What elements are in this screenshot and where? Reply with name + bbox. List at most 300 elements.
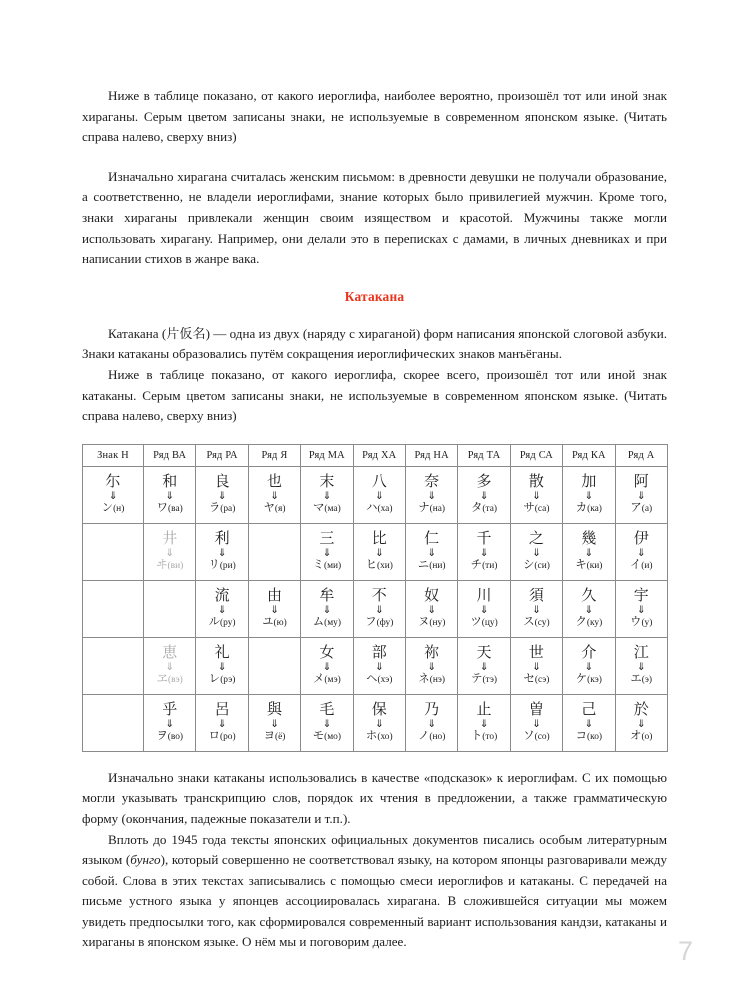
kana-glyph: ツ [470,614,482,629]
kana-cell-r1-c6 [405,523,457,580]
source-kanji: 牟 [319,586,335,605]
kana-glyph: ヌ [417,614,430,629]
source-kanji: 井 [162,529,178,548]
table-bottom-spacer [82,752,667,768]
down-arrow-icon: ⇓ [217,603,227,616]
kana-cell-r4-c1 [144,694,196,751]
derived-kana [575,616,602,629]
kana-derivation [354,474,405,515]
kana-glyph: ヒ [365,557,377,572]
derived-kana [471,559,498,572]
down-arrow-icon: ⇓ [270,489,279,502]
kana-cell-r0-c10 [615,466,667,523]
kana-derivation [458,645,509,686]
kana-glyph: ホ [365,728,378,743]
kana-glyph: ウ [630,614,642,629]
source-kanji: 宇 [633,586,649,605]
katakana-origin-table [82,444,668,752]
derived-kana [471,502,497,515]
derived-kana [366,559,393,572]
down-arrow-icon: ⇓ [584,717,594,730]
derived-kana [209,616,236,629]
kana-reading: (о) [641,732,653,743]
down-arrow-icon: ⇓ [427,546,437,559]
kana-derivation [249,702,300,743]
source-kanji: 乎 [162,700,178,719]
down-arrow-icon: ⇓ [217,660,227,673]
down-arrow-icon: ⇓ [374,717,384,730]
down-arrow-icon: ⇓ [636,660,646,673]
kana-derivation [616,588,667,629]
kana-reading: (а) [641,504,653,515]
down-arrow-icon: ⇓ [479,546,489,559]
down-arrow-icon: ⇓ [374,660,384,673]
kana-derivation [249,588,300,629]
down-arrow-icon: ⇓ [322,660,332,673]
intro-paragraph-2: Изначально хирагана считалась женским письмом: в древности девушки не получали образование, а соответственно, не владели иероглифами, знание которых было привилегией мужчин. Кроме того, знаки хираганы привлекали женщин своим изяществом и красотой. Мужчины также могли использовать хирагану. Например, они делали это в переписках с дамами, в личных дневниках и при написании стихов в жанре вака. [82,168,667,267]
kana-glyph: ス [523,614,535,629]
derived-kana [366,730,393,743]
source-kanji: 散 [528,472,544,491]
kana-derivation [354,531,405,572]
source-kanji: 天 [476,643,492,662]
kana-cell-r0-c0 [83,466,144,523]
kana-derivation [144,702,195,743]
source-kanji: 乃 [424,700,440,719]
kana-derivation [458,531,509,572]
kana-cell-r4-c6 [405,694,457,751]
table-row [83,523,668,580]
kana-glyph: セ [523,671,535,686]
down-arrow-icon: ⇓ [374,546,384,559]
derived-kana [575,559,602,572]
down-arrow-icon: ⇓ [108,489,118,502]
kana-glyph: イ [629,557,642,572]
down-arrow-icon: ⇓ [479,603,489,616]
derived-kana [576,673,602,686]
kana-derivation [354,702,405,743]
derived-kana [418,559,446,572]
kana-derivation [83,474,143,515]
kana-derivation [563,588,614,629]
table-column-header-3: Ряд Я [248,444,300,466]
kana-cell-r3-c10 [615,637,667,694]
derived-kana [630,673,652,686]
kana-cell-r3-c2 [196,637,248,694]
down-arrow-icon: ⇓ [322,717,332,730]
kana-cell-r1-c10 [615,523,667,580]
kana-glyph: ロ [208,728,220,743]
kana-derivation [616,702,667,743]
kana-derivation [196,588,247,629]
kana-cell-r2-c8 [510,580,562,637]
derived-kana [418,616,445,629]
kana-reading: (ро) [219,732,236,743]
kana-cell-r4-c3 [248,694,300,751]
page-content [82,86,667,953]
kana-reading: (во) [167,732,184,743]
down-arrow-icon: ⇓ [217,717,227,730]
heading-spacer [82,270,667,289]
down-arrow-icon: ⇓ [270,603,279,616]
kana-derivation [458,702,509,743]
kana-reading: (и) [641,561,653,572]
source-kanji: 八 [371,472,387,491]
kana-derivation [196,474,247,515]
kana-cell-r2-c7 [458,580,510,637]
kana-derivation [196,702,247,743]
kana-derivation [511,702,562,743]
kana-glyph: チ [470,557,483,572]
down-arrow-icon: ⇓ [636,546,646,559]
katakana-origin-table-wrapper [82,444,667,752]
kana-glyph: テ [471,671,483,686]
kana-cell-r4-c8 [510,694,562,751]
kana-cell-r4-c2 [196,694,248,751]
derived-kana [313,559,342,572]
derived-kana [470,616,497,629]
down-arrow-icon: ⇓ [165,546,175,559]
kana-glyph: ン [101,500,114,515]
kana-reading: (ко) [587,732,603,743]
derived-kana [209,502,236,515]
kana-cell-r4-c7 [458,694,510,751]
source-kanji: 幾 [581,529,597,548]
kana-reading: (му) [324,618,341,629]
derived-kana [366,502,392,515]
kana-glyph: フ [365,614,377,629]
kana-cell-r2-c0 [83,580,144,637]
kana-glyph: ラ [208,500,221,515]
source-kanji: 女 [319,643,335,662]
kana-glyph: リ [208,557,220,572]
kana-derivation [301,702,352,743]
kana-derivation [249,474,300,515]
kana-derivation [563,702,614,743]
source-kanji: 介 [581,643,597,662]
down-arrow-icon: ⇓ [374,603,384,616]
kana-derivation [196,531,247,572]
kana-cell-r1-c5 [353,523,405,580]
derived-kana [262,616,287,629]
down-arrow-icon: ⇓ [427,489,437,502]
down-arrow-icon: ⇓ [532,660,541,673]
table-row [83,466,668,523]
table-column-header-1: Ряд ВА [144,444,196,466]
table-column-header-2: Ряд РА [196,444,248,466]
table-column-header-5: Ряд ХА [353,444,405,466]
kana-cell-r1-c1 [144,523,196,580]
source-kanji: 比 [371,529,387,548]
kana-derivation [511,645,562,686]
derived-kana [156,730,183,743]
source-kanji: 和 [162,472,178,491]
kana-glyph: ヱ [156,671,169,686]
kana-reading: (фу) [376,618,394,629]
kana-derivation [144,645,195,686]
down-arrow-icon: ⇓ [322,546,332,559]
derived-kana [630,730,652,743]
source-kanji: 奴 [424,586,440,605]
down-arrow-icon: ⇓ [165,660,175,673]
derived-kana [157,502,183,515]
kana-reading: (со) [534,732,550,743]
table-column-header-7: Ряд ТА [458,444,510,466]
down-arrow-icon: ⇓ [427,717,437,730]
derived-kana [523,616,549,629]
kana-glyph: ノ [417,728,430,743]
kana-reading: (хо) [377,732,393,743]
down-arrow-icon: ⇓ [584,603,594,616]
kana-reading: (у) [641,618,653,629]
source-kanji: 世 [528,643,544,662]
kana-reading: (ви) [167,561,184,572]
kana-glyph: ト [470,728,483,743]
kana-glyph: ネ [418,671,430,686]
source-kanji: 己 [581,700,597,719]
kana-glyph: ヲ [156,728,168,743]
source-kanji: 伊 [633,529,649,548]
kana-glyph: ユ [262,614,274,629]
table-column-header-10: Ряд А [615,444,667,466]
kana-glyph: メ [313,671,325,686]
kana-reading: (хэ) [377,675,393,686]
kana-cell-r0-c5 [353,466,405,523]
derived-kana [523,673,549,686]
down-arrow-icon: ⇓ [584,546,594,559]
down-arrow-icon: ⇓ [532,717,541,730]
derived-kana [576,730,602,743]
kana-derivation [406,588,457,629]
kana-reading: (но) [429,732,446,743]
kana-reading: (н) [113,504,125,515]
down-arrow-icon: ⇓ [479,660,489,673]
down-arrow-icon: ⇓ [322,489,332,502]
derived-kana [313,616,341,629]
down-arrow-icon: ⇓ [217,546,227,559]
paragraph-spacer [82,148,667,167]
source-kanji: 也 [266,472,282,491]
source-kanji: 多 [476,472,492,491]
kana-cell-r4-c0 [83,694,144,751]
source-kanji: 加 [581,472,597,491]
source-kanji: 恵 [162,643,178,662]
kana-reading: (сэ) [534,675,550,686]
kana-glyph: ヨ [263,728,275,743]
kana-cell-r0-c8 [510,466,562,523]
source-kanji: 末 [319,472,335,491]
kana-cell-r3-c7 [458,637,510,694]
kana-glyph: エ [630,671,642,686]
derived-kana [263,502,285,515]
source-kanji: 與 [266,700,282,719]
kana-cell-r1-c3 [248,523,300,580]
kana-glyph: ヰ [156,557,168,572]
source-kanji: 須 [528,586,544,605]
down-arrow-icon: ⇓ [532,489,541,502]
kana-reading: (си) [534,561,550,572]
table-row [83,580,668,637]
kana-reading: (ё) [274,732,286,743]
source-kanji: 不 [371,586,387,605]
katakana-paragraph-1: Катакана (片仮名) — одна из двух (наряду с хираганой) форм написания японской слоговой азбуки. Знаки катаканы образовались путём сокращения иероглифических знаков манъёганы. [82,325,667,362]
source-kanji: 部 [371,643,387,662]
source-kanji: 阿 [633,472,649,491]
kana-glyph: ナ [418,500,430,515]
source-kanji: 曽 [528,700,544,719]
kana-reading: (рэ) [220,675,236,686]
heading-bottom-spacer [82,305,667,324]
kana-cell-r0-c3 [248,466,300,523]
kana-reading: (су) [534,618,550,629]
kana-derivation [563,645,614,686]
kana-derivation [616,645,667,686]
derived-kana [209,673,236,686]
derived-kana [313,730,341,743]
kana-derivation [196,645,247,686]
table-column-header-6: Ряд НА [405,444,457,466]
kana-reading: (ю) [273,618,287,629]
kana-glyph: ル [208,614,221,629]
kana-derivation [563,474,614,515]
kana-glyph: オ [630,728,642,743]
table-column-header-8: Ряд СА [510,444,562,466]
source-kanji: 保 [371,700,387,719]
derived-kana [418,730,445,743]
kana-derivation [354,588,405,629]
kana-cell-r0-c4 [301,466,353,523]
kana-cell-r3-c4 [301,637,353,694]
kana-cell-r3-c8 [510,637,562,694]
kana-derivation [511,474,562,515]
derived-kana [157,673,183,686]
kana-cell-r2-c5 [353,580,405,637]
source-kanji: 流 [214,586,230,605]
table-row [83,694,668,751]
source-kanji: 千 [476,529,492,548]
kana-derivation [301,474,352,515]
source-kanji: 奈 [424,472,440,491]
section-heading-katakana: Катакана [344,288,405,304]
kana-glyph: コ [575,728,588,743]
kana-reading: (цу) [481,618,498,629]
kana-derivation [144,531,195,572]
derived-kana [365,616,393,629]
kana-reading: (на) [429,504,446,515]
kana-glyph: モ [312,728,325,743]
kana-derivation [406,474,457,515]
derived-kana [313,673,341,686]
kana-derivation [144,474,195,515]
table-column-header-4: Ряд МА [301,444,353,466]
source-kanji: 良 [214,472,230,491]
kana-cell-r4-c9 [563,694,615,751]
kana-reading: (та) [482,504,498,515]
source-kanji: 止 [476,700,492,719]
source-kanji: 尓 [105,472,121,491]
derived-kana [366,673,392,686]
source-kanji: 久 [581,586,597,605]
kana-reading: (са) [534,504,550,515]
down-arrow-icon: ⇓ [270,717,279,730]
kana-reading: (ки) [586,561,603,572]
kana-reading: (ма) [324,504,341,515]
kana-cell-r3-c5 [353,637,405,694]
kana-glyph: ケ [575,671,588,686]
down-arrow-icon: ⇓ [217,489,227,502]
source-kanji: 於 [633,700,649,719]
kana-reading: (ри) [219,561,236,572]
kana-glyph: サ [523,500,535,515]
kana-reading: (нэ) [429,675,445,686]
kana-reading: (тэ) [482,675,498,686]
kana-reading: (ни) [429,561,446,572]
down-arrow-icon: ⇓ [584,660,594,673]
derived-kana [523,502,549,515]
derived-kana [313,502,341,515]
source-kanji: 毛 [319,700,335,719]
kana-cell-r0-c2 [196,466,248,523]
source-kanji: 仁 [424,529,440,548]
derived-kana [102,502,125,515]
kana-derivation [616,531,667,572]
kana-cell-r1-c8 [510,523,562,580]
derived-kana [630,616,652,629]
derived-kana [418,673,445,686]
down-arrow-icon: ⇓ [636,489,646,502]
source-kanji: 之 [528,529,544,548]
kana-derivation [511,531,562,572]
down-arrow-icon: ⇓ [584,489,594,502]
kana-cell-r4-c10 [615,694,667,751]
kana-glyph: シ [523,557,535,572]
down-arrow-icon: ⇓ [479,489,489,502]
kana-glyph: ア [630,500,642,515]
kana-cell-r2-c4 [301,580,353,637]
kana-derivation [511,588,562,629]
kana-cell-r0-c7 [458,466,510,523]
kana-glyph: レ [208,671,221,686]
source-kanji: 由 [266,586,282,605]
kana-reading: (ну) [429,618,446,629]
kana-derivation [406,531,457,572]
kana-glyph: ヤ [263,500,275,515]
katakana-paragraph-2: Ниже в таблице показано, от какого иероглифа, скорее всего, произошёл тот или иной знак катаканы. Серым цветом записаны знаки, не используемые в современном японском языке. (Читать справа налево, сверху вниз) [82,366,667,424]
kana-reading: (вэ) [168,675,183,686]
kana-reading: (то) [482,732,498,743]
kana-cell-r3-c0 [83,637,144,694]
derived-kana [523,730,550,743]
kana-cell-r2-c10 [615,580,667,637]
table-column-header-9: Ряд КА [563,444,615,466]
kana-reading: (мэ) [324,675,341,686]
kana-cell-r1-c4 [301,523,353,580]
derived-kana [264,730,286,743]
kana-cell-r2-c6 [405,580,457,637]
kana-glyph: ニ [417,557,430,572]
kana-derivation [301,645,352,686]
kana-cell-r1-c2 [196,523,248,580]
kana-reading: (ру) [220,618,236,629]
down-arrow-icon: ⇓ [427,660,437,673]
kana-cell-r2-c1 [144,580,196,637]
outro-paragraph-1: Изначально знаки катаканы использовались в качестве «подсказок» к иероглифам. С их помощью могли указывать транскрипцию слов, порядок их чтения в предложении, а также грамматическую форму (окончания, падежные показатели и т.п.). [82,769,667,826]
kana-glyph: ク [575,614,587,629]
kana-cell-r2-c3 [248,580,300,637]
kana-glyph: ム [312,614,325,629]
kana-cell-r0-c9 [563,466,615,523]
derived-kana [471,673,497,686]
